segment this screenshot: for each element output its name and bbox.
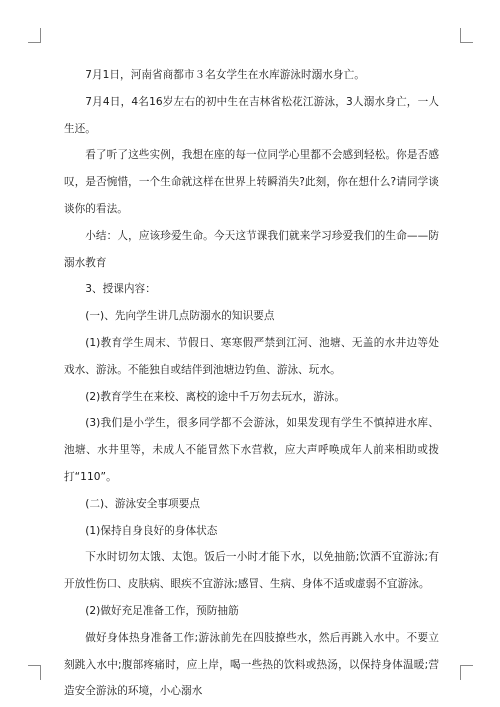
list-item-rule-1: (1)教育学生周末、节假日、寒寒假严禁到江河、池塘、无盖的水井边等处戏水、游泳。不能独自或结伴到池塘边钓鱼、游泳、玩水。 xyxy=(64,336,439,376)
document-body xyxy=(64,62,439,705)
paragraph-reflection: 看了听了这些实例，我想在座的每一位同学心里都不会感到轻松。你是否感叹，是否惋惜，一个生命就这样在世界上转瞬消失?此刻，你在想什么?请同学谈谈你的看法。 xyxy=(64,149,439,215)
paragraph-incident-july-4: 7月4日，4名16岁左右的初中生在吉林省松花江游泳，3人溺水身亡，一人生还。 xyxy=(64,95,439,135)
list-item-preparation: (2)做好充足准备工作，预防抽筋 xyxy=(85,604,239,617)
paragraph-body-condition-detail: 下水时切勿太饿、太饱。饭后一小时才能下水，以免抽筋;饮酒不宜游泳;有开放性伤口、皮肤病、眼疾不宜游泳;感冒、生病、身体不适或虚弱不宜游泳。 xyxy=(64,551,439,591)
crop-mark-bottom-left xyxy=(28,665,41,680)
crop-mark-bottom-right xyxy=(460,665,473,680)
list-item-rule-3: (3)我们是小学生，很多同学都不会游泳，如果发现有学生不慎掉进水库、池塘、水井里等，未成人不能冒然下水营救，应大声呼唤成年人前来相助或拨打“110”。 xyxy=(64,417,439,483)
subheading-swimming-safety: (二)、游泳安全事项要点 xyxy=(85,497,200,510)
crop-mark-top-left xyxy=(28,28,41,43)
section-heading-lesson-content: 3、授课内容： xyxy=(85,283,156,296)
paragraph-incident-july-1: 7月1日，河南省商都市３名女学生在水库游泳时溺水身亡。 xyxy=(85,69,365,81)
subheading-knowledge-points: (一)、先向学生讲几点防溺水的知识要点 xyxy=(85,310,275,323)
crop-mark-top-right xyxy=(460,28,473,43)
paragraph-summary: 小结：人，应该珍爱生命。今天这节课我们就来学习珍爱我们的生命——防溺水教育 xyxy=(64,229,439,269)
list-item-rule-2: (2)教育学生在来校、离校的途中千万勿去玩水，游泳。 xyxy=(85,390,346,403)
list-item-body-condition: (1)保持自身良好的身体状态 xyxy=(85,524,218,537)
paragraph-preparation-detail: 做好身体热身准备工作;游泳前先在四肢撩些水，然后再跳入水中。不要立刻跳入水中;腹部疼痛时，应上岸，喝一些热的饮料或热汤，以保持身体温暖;营造安全游泳的环境，小心溺水 xyxy=(64,631,439,698)
